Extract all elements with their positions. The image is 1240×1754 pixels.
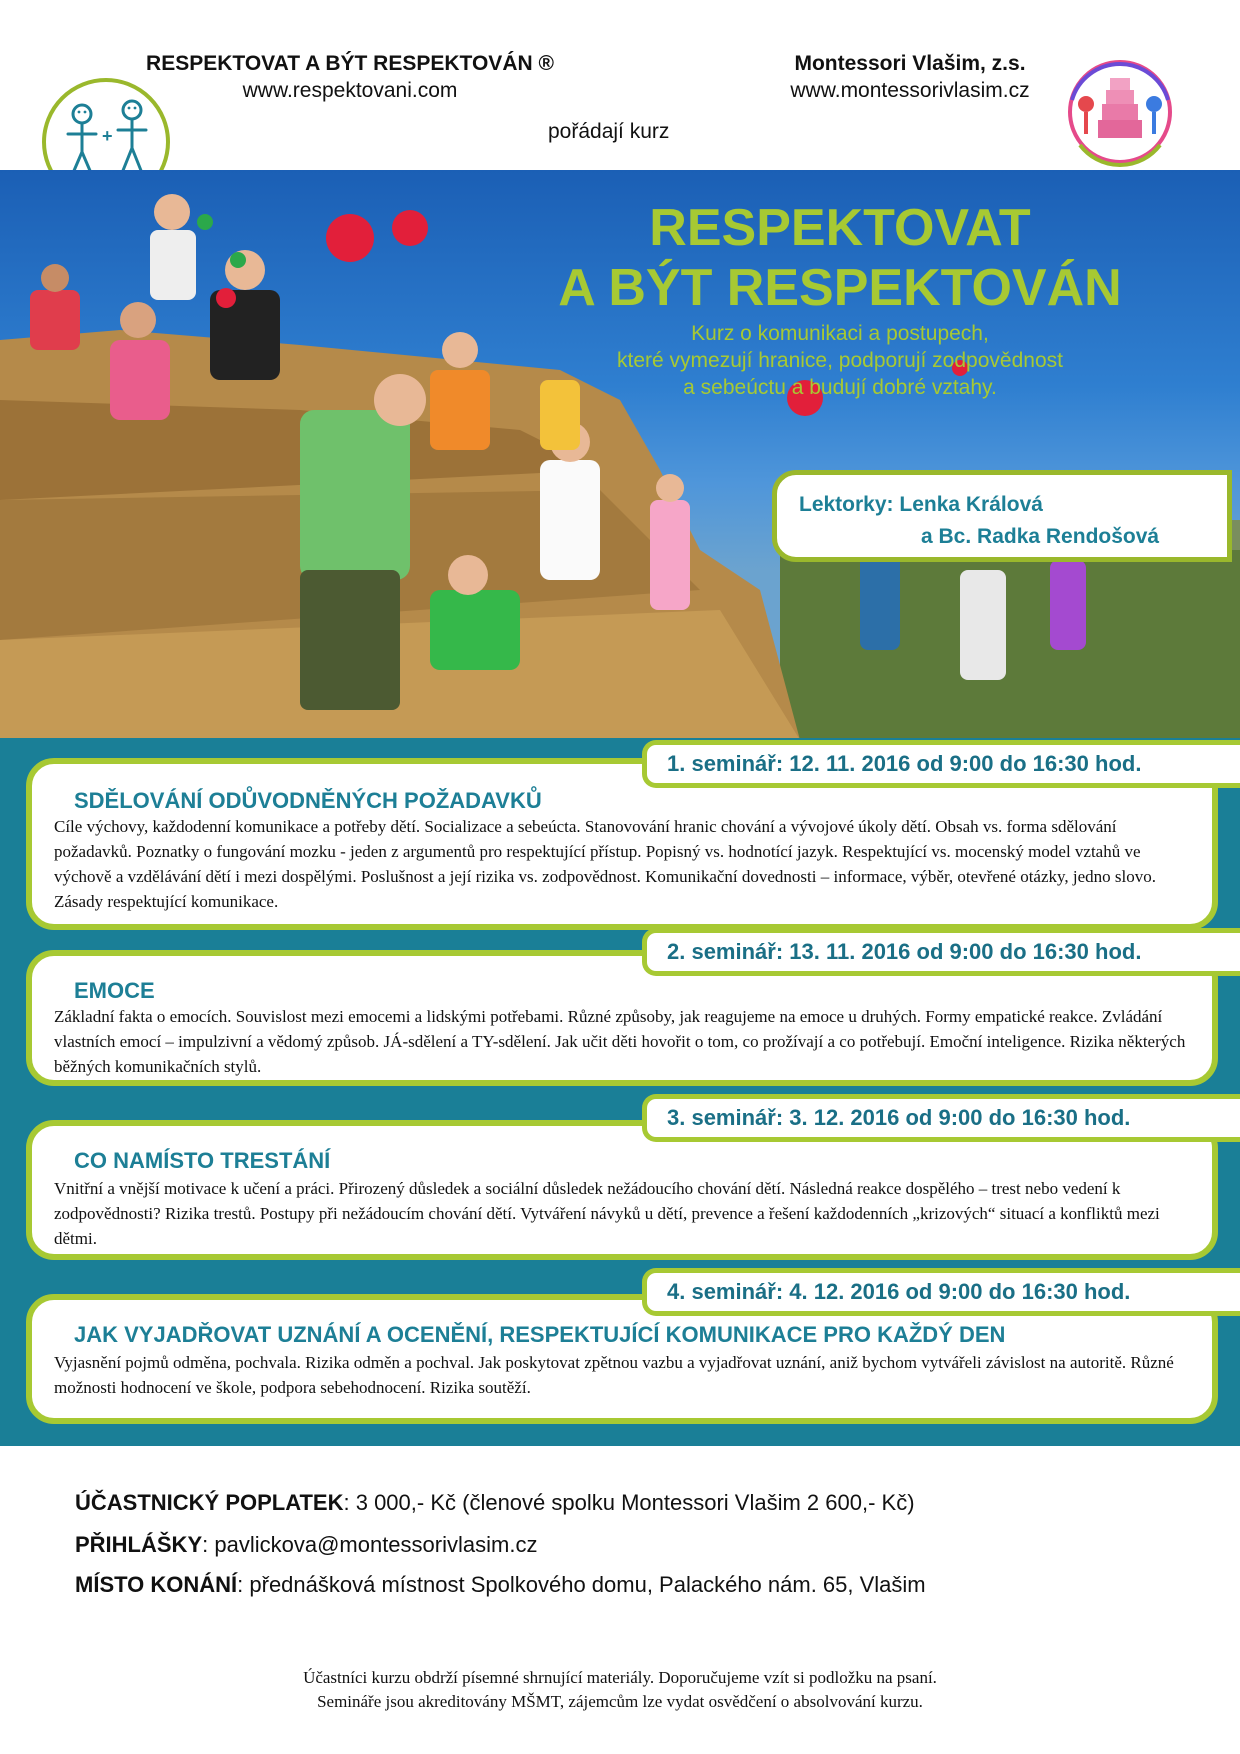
left-org-block bbox=[100, 50, 600, 104]
left-org-url[interactable]: www.respektovani.com bbox=[242, 79, 458, 102]
note-line2: Semináře jsou akreditovány MŠMT, zájemcům lze vydat osvědčení o absolvování kurzu. bbox=[317, 1692, 923, 1711]
right-org-url[interactable]: www.montessorivlasim.cz bbox=[790, 79, 1030, 102]
course-title-line1: RESPEKTOVAT bbox=[649, 199, 1031, 257]
place-label: MÍSTO KONÁNÍ bbox=[75, 1572, 238, 1597]
organize-text: pořádají kurz bbox=[548, 120, 670, 143]
right-org-name: Montessori Vlašim, z.s. bbox=[794, 52, 1026, 75]
fee-line bbox=[75, 1488, 915, 1518]
montessori-tower-icon bbox=[1050, 60, 1190, 170]
lecturer-box bbox=[772, 470, 1232, 562]
lecturer-line1: Lektorky: Lenka Králová bbox=[799, 493, 1043, 516]
seminar-date-4: 4. seminář: 4. 12. 2016 od 9:00 do 16:30 hod. bbox=[642, 1268, 1240, 1316]
fee-value: : 3 000,- Kč (členové spolku Montessori Vlašim 2 600,- Kč) bbox=[343, 1490, 915, 1515]
seminar-text-2: Základní fakta o emocích. Souvislost mezi emocemi a lidskými potřebami. Různé způsoby, jak reagujeme na emoce u druhých. Formy empatické reakce. Zvládání vlastních emocí – impulzivní a vědomý způsob. JÁ-sdělení a TY-sdělení. Jak učit děti hovořit o tom, co prožívají a co potřebují. Emoční inteligence. Rizika některých běžných komunikačních stylů. bbox=[54, 1007, 1186, 1076]
seminar-date-1: 1. seminář: 12. 11. 2016 od 9:00 do 16:30 hod. bbox=[642, 740, 1240, 788]
course-title bbox=[520, 198, 1160, 318]
fee-label: ÚČASTNICKÝ POPLATEK bbox=[75, 1490, 344, 1515]
right-org-block bbox=[740, 50, 1080, 104]
course-subtitle-line2: které vymezují hranice, podporují zodpovědnost bbox=[617, 349, 1063, 372]
montessori-logo bbox=[1050, 60, 1190, 170]
lecturer-line2: a Bc. Radka Rendošová bbox=[921, 525, 1160, 548]
course-title-line2: A BÝT RESPEKTOVÁN bbox=[558, 259, 1122, 317]
seminar-title-4: JAK VYJADŘOVAT UZNÁNÍ A OCENĚNÍ, RESPEKTUJÍCÍ KOMUNIKACE PRO KAŽDÝ DEN bbox=[74, 1322, 1006, 1347]
left-org-name: RESPEKTOVAT A BÝT RESPEKTOVÁN ® bbox=[146, 52, 554, 75]
hero-banner bbox=[0, 170, 1240, 740]
note-line1: Účastníci kurzu obdrží písemné shrnující materiály. Doporučujeme vzít si podložku na psaní. bbox=[303, 1668, 937, 1687]
course-subtitle bbox=[560, 320, 1120, 401]
course-subtitle-line3: a sebeúctu a budují dobré vztahy. bbox=[683, 376, 997, 399]
place-line bbox=[75, 1570, 926, 1600]
seminar-text-3: Vnitřní a vnější motivace k učení a práci. Přirozený důsledek a sociální důsledek nežádoucího chování dětí. Následná reakce dospělého – trest nebo vedení k zodpovědnosti? Rizika trestů. Postupy při nežádoucím chování dětí. Vytváření návyků u dětí, prevence a řešení každodenních „krizových“ situací a konfliktů mezi dětmi. bbox=[54, 1179, 1160, 1248]
apply-line bbox=[75, 1530, 537, 1560]
seminar-title-2: EMOCE bbox=[74, 978, 155, 1003]
seminar-date-3: 3. seminář: 3. 12. 2016 od 9:00 do 16:30 hod. bbox=[642, 1094, 1240, 1142]
seminar-title-1: SDĚLOVÁNÍ ODŮVODNĚNÝCH POŽADAVKŮ bbox=[74, 788, 542, 813]
seminar-date-2: 2. seminář: 13. 11. 2016 od 9:00 do 16:30 hod. bbox=[642, 928, 1240, 976]
seminar-text-4: Vyjasnění pojmů odměna, pochvala. Rizika odměn a pochval. Jak poskytovat zpětnou vazbu a vyjadřovat uznání, aniž bychom vytvářeli závislost na autoritě. Různé možnosti hodnocení ve škole, podpora sebehodnocení. Rizika soutěží. bbox=[54, 1353, 1174, 1397]
apply-label: PŘIHLÁŠKY bbox=[75, 1532, 203, 1557]
place-value: : přednášková místnost Spolkového domu, Palackého nám. 65, Vlašim bbox=[237, 1572, 926, 1597]
seminar-title-3: CO NAMÍSTO TRESTÁNÍ bbox=[74, 1148, 331, 1173]
svg-text:+: + bbox=[102, 126, 113, 146]
seminar-text-1: Cíle výchovy, každodenní komunikace a potřeby dětí. Socializace a sebeúcta. Stanovování hranic chování a vývojové úkoly dětí. Obsah vs. forma sdělování požadavků. Poznatky o fungování mozku - jeden z argumentů pro respektující přístup. Popisný vs. hodnotící jazyk. Respektující vs. mocenský model vztahů ve výchově a vzdělávání dětí i mezi dospělými. Poslušnost a její rizika vs. zodpovědnost. Komunikační dovednosti – informace, výběr, otevřené otázky, jedno slovo. Zásady respektující komunikace. bbox=[54, 817, 1157, 911]
apply-email[interactable]: : pavlickova@montessorivlasim.cz bbox=[202, 1532, 538, 1557]
course-subtitle-line1: Kurz o komunikaci a postupech, bbox=[691, 322, 989, 345]
